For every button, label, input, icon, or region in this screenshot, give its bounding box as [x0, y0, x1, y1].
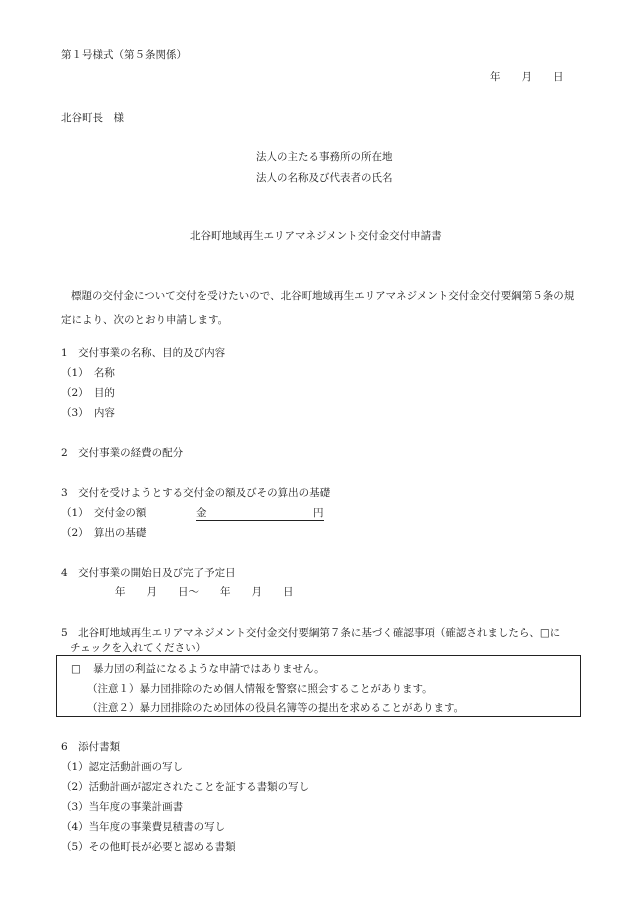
section3-heading: 3 交付を受けようとする交付金の額及びその算出の基礎 — [61, 487, 331, 499]
confirmation-statement: 暴力団の利益になるような申請ではありません。 — [93, 663, 325, 675]
section1-item-name: （1） 名称 — [61, 367, 115, 379]
section4-heading: 4 交付事業の開始日及び完了予定日 — [61, 567, 236, 579]
section6-heading: 6 添付書類 — [61, 741, 121, 753]
section4-period: 年 月 日～ 年 月 日 — [115, 586, 294, 598]
section2-heading: 2 交付事業の経費の配分 — [61, 447, 184, 459]
addressee: 北谷町長 様 — [61, 112, 124, 124]
section1-heading: 1 交付事業の名称、目的及び内容 — [61, 347, 226, 359]
confirmation-note-1: （注意１）暴力団排除のため個人情報を警察に照会することがあります。 — [87, 683, 433, 695]
document-title: 北谷町地域再生エリアマネジメント交付金交付申請書 — [190, 230, 442, 242]
section5-heading: 5 北谷町地域再生エリアマネジメント交付金交付要綱第７条に基づく確認事項（確認されましたら、□に — [61, 627, 561, 639]
attachment-item: （4）当年度の事業費見積書の写し — [61, 821, 226, 833]
section3-basis-label: （2） 算出の基礎 — [61, 527, 147, 539]
section3-amount-label: （1） 交付金の額 — [61, 507, 147, 519]
section5-heading-continued: チェックを入れてください） — [70, 642, 207, 654]
section1-item-purpose: （2） 目的 — [61, 387, 115, 399]
date-line: 年 月 日 — [490, 71, 564, 83]
confirmation-row — [71, 662, 325, 676]
section1-item-content: （3） 内容 — [61, 407, 115, 419]
applicant-name-label: 法人の名称及び代表者の氏名 — [256, 172, 393, 184]
form-number: 第１号様式（第５条関係） — [61, 49, 187, 61]
attachment-item: （1）認定活動計画の写し — [61, 761, 184, 773]
confirmation-note-2: （注意２）暴力団排除のため団体の役員名簿等の提出を求めることがあります。 — [87, 702, 465, 714]
attachment-item: （2）活動計画が認定されたことを証する書類の写し — [61, 781, 310, 793]
amount-prefix: 金 — [196, 507, 207, 519]
amount-suffix: 円 — [313, 507, 324, 519]
confirmation-box — [56, 655, 581, 717]
attachment-item: （5）その他町長が必要と認める書類 — [61, 841, 236, 853]
amount-field[interactable] — [196, 520, 324, 521]
checkbox[interactable]: □ — [71, 663, 81, 675]
intro-paragraph: 標題の交付金について交付を受けたいので、北谷町地域再生エリアマネジメント交付金交付要綱第５条の規定により、次のとおり申請します。 — [61, 290, 575, 326]
applicant-office-address-label: 法人の主たる事務所の所在地 — [256, 151, 393, 163]
attachment-item: （3）当年度の事業計画書 — [61, 801, 184, 813]
